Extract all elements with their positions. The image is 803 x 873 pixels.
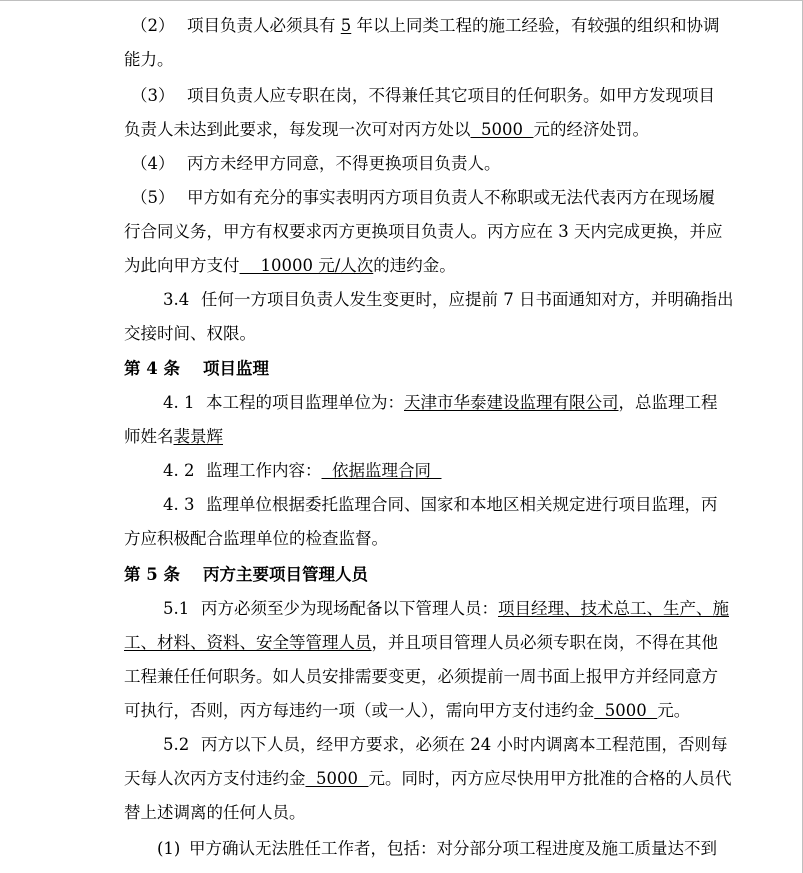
text-segment: 师姓名 xyxy=(124,427,174,446)
section-number: 4. 3 xyxy=(163,495,195,514)
text-segment: 监理工作内容： xyxy=(206,461,322,480)
section-text: 方应积极配合监理单位的检查监督。 xyxy=(124,529,388,548)
section-number: 4. 1 xyxy=(163,393,195,412)
text-segment: ，并且项目管理人员必须专职在岗，不得在其他 xyxy=(371,633,718,652)
section-text xyxy=(206,454,441,487)
text-segment: 负责人未达到此要求，每发现一次可对丙方处以 xyxy=(124,120,471,139)
article-title: 第 5 条 丙方主要项目管理人员 xyxy=(124,565,368,584)
section-5-2-line-3 xyxy=(0,796,803,829)
section-5-1-line-3 xyxy=(0,660,803,693)
years-value: 5 xyxy=(340,16,352,35)
section-4-3-line-1 xyxy=(0,488,803,521)
clause-text xyxy=(187,9,720,42)
clause-3-line-1 xyxy=(0,79,803,112)
section-4-3-line-2 xyxy=(0,522,803,555)
text-segment: 元。同时，丙方应尽快用甲方批准的合格的人员代 xyxy=(368,769,732,788)
text-segment: 项目负责人必须具有 xyxy=(187,16,341,35)
section-5-2-line-2 xyxy=(0,762,803,795)
clause-number: （2） xyxy=(131,16,175,35)
text-segment: 天每人次丙方支付违约金 xyxy=(124,769,306,788)
text-segment: ，总监理工程 xyxy=(618,393,718,412)
section-5-2-line-1 xyxy=(0,728,803,761)
text-segment: 的违约金。 xyxy=(373,256,456,275)
penalty-amount: 10000 元/人次 xyxy=(239,256,374,275)
clause-3-line-2 xyxy=(0,113,803,146)
text-segment: 丙方必须至少为现场配备以下管理人员： xyxy=(201,599,498,618)
section-number: 5.2 xyxy=(163,735,190,754)
clause-number: （5） xyxy=(131,188,175,207)
section-text: 丙方以下人员，经甲方要求，必须在 24 小时内调离本工程范围，否则每 xyxy=(201,735,728,754)
clause-text: 行合同义务，甲方有权要求丙方更换项目负责人。丙方应在 3 天内完成更换，并应 xyxy=(124,222,723,241)
text-segment: 本工程的项目监理单位为： xyxy=(206,393,404,412)
section-text: 工程兼任任何职务。如人员安排需要变更，必须提前一周书面上报甲方并经同意方 xyxy=(124,667,718,686)
section-3-4-line-1 xyxy=(0,283,803,316)
section-number: 5.1 xyxy=(163,599,190,618)
item-number: (1) xyxy=(157,839,181,858)
supervision-content: 依据监理合同 xyxy=(321,461,442,480)
fine-amount: 5000 xyxy=(305,769,369,788)
clause-5-line-1 xyxy=(0,181,803,214)
fine-amount: 5000 xyxy=(594,701,658,720)
section-text: 任何一方项目负责人发生变更时，应提前 7 日书面通知对方，并明确指出 xyxy=(201,290,734,309)
section-text xyxy=(124,762,731,795)
section-5-1-line-4 xyxy=(0,694,803,727)
text-segment: 元的经济处罚。 xyxy=(533,120,649,139)
supervision-unit: 天津市华泰建设监理有限公司 xyxy=(404,393,619,412)
item-1-line-1 xyxy=(0,832,803,865)
section-5-1-line-2 xyxy=(0,626,803,659)
section-text xyxy=(201,592,729,625)
section-4-1-line-2 xyxy=(0,420,803,453)
clause-4-line-1 xyxy=(0,147,803,180)
section-text xyxy=(206,386,718,419)
article-4-heading xyxy=(0,352,803,385)
clause-text: 丙方未经甲方同意，不得更换项目负责人。 xyxy=(187,154,501,173)
text-segment: 可执行，否则，丙方每违约一项（或一人），需向甲方支付违约金 xyxy=(124,701,595,720)
clause-text xyxy=(124,113,649,146)
text-segment: 年以上同类工程的施工经验，有较强的组织和协调 xyxy=(351,16,720,35)
section-text xyxy=(124,420,223,453)
page-border-top xyxy=(0,0,803,1)
clause-text: 甲方如有充分的事实表明丙方项目负责人不称职或无法代表丙方在现场履 xyxy=(187,188,715,207)
item-text: 甲方确认无法胜任工作者，包括：对分部分项工程进度及施工质量达不到 xyxy=(189,839,717,858)
section-3-4-line-2 xyxy=(0,317,803,350)
section-5-1-line-1 xyxy=(0,592,803,625)
required-staff: 工、材料、资料、安全等管理人员 xyxy=(124,633,372,652)
clause-number: （4） xyxy=(131,154,175,173)
section-text: 交接时间、权限。 xyxy=(124,324,256,343)
text-segment: 为此向甲方支付 xyxy=(124,256,240,275)
clause-number: （3） xyxy=(131,86,175,105)
clause-5-line-2 xyxy=(0,215,803,248)
section-text xyxy=(124,694,690,727)
article-5-heading xyxy=(0,558,803,591)
clause-text: 项目负责人应专职在岗，不得兼任其它项目的任何职务。如甲方发现项目 xyxy=(187,86,715,105)
chief-engineer-name: 裴景辉 xyxy=(173,427,223,446)
clause-text: 能力。 xyxy=(124,50,174,69)
clause-5-line-3 xyxy=(0,249,803,282)
required-staff: 项目经理、技术总工、生产、施 xyxy=(498,599,729,618)
clause-2-line-1 xyxy=(0,9,803,42)
section-number: 3.4 xyxy=(163,290,190,309)
clause-2-line-2 xyxy=(0,43,803,76)
section-text: 替上述调离的任何人员。 xyxy=(124,803,306,822)
section-text xyxy=(124,626,718,659)
article-title: 第 4 条 项目监理 xyxy=(124,359,269,378)
section-4-1-line-1 xyxy=(0,386,803,419)
section-text: 监理单位根据委托监理合同、国家和本地区相关规定进行项目监理，丙 xyxy=(206,495,718,514)
section-number: 4. 2 xyxy=(163,461,195,480)
text-segment: 元。 xyxy=(657,701,691,720)
fine-amount: 5000 xyxy=(470,120,534,139)
section-4-2-line-1 xyxy=(0,454,803,487)
clause-text xyxy=(124,249,456,282)
